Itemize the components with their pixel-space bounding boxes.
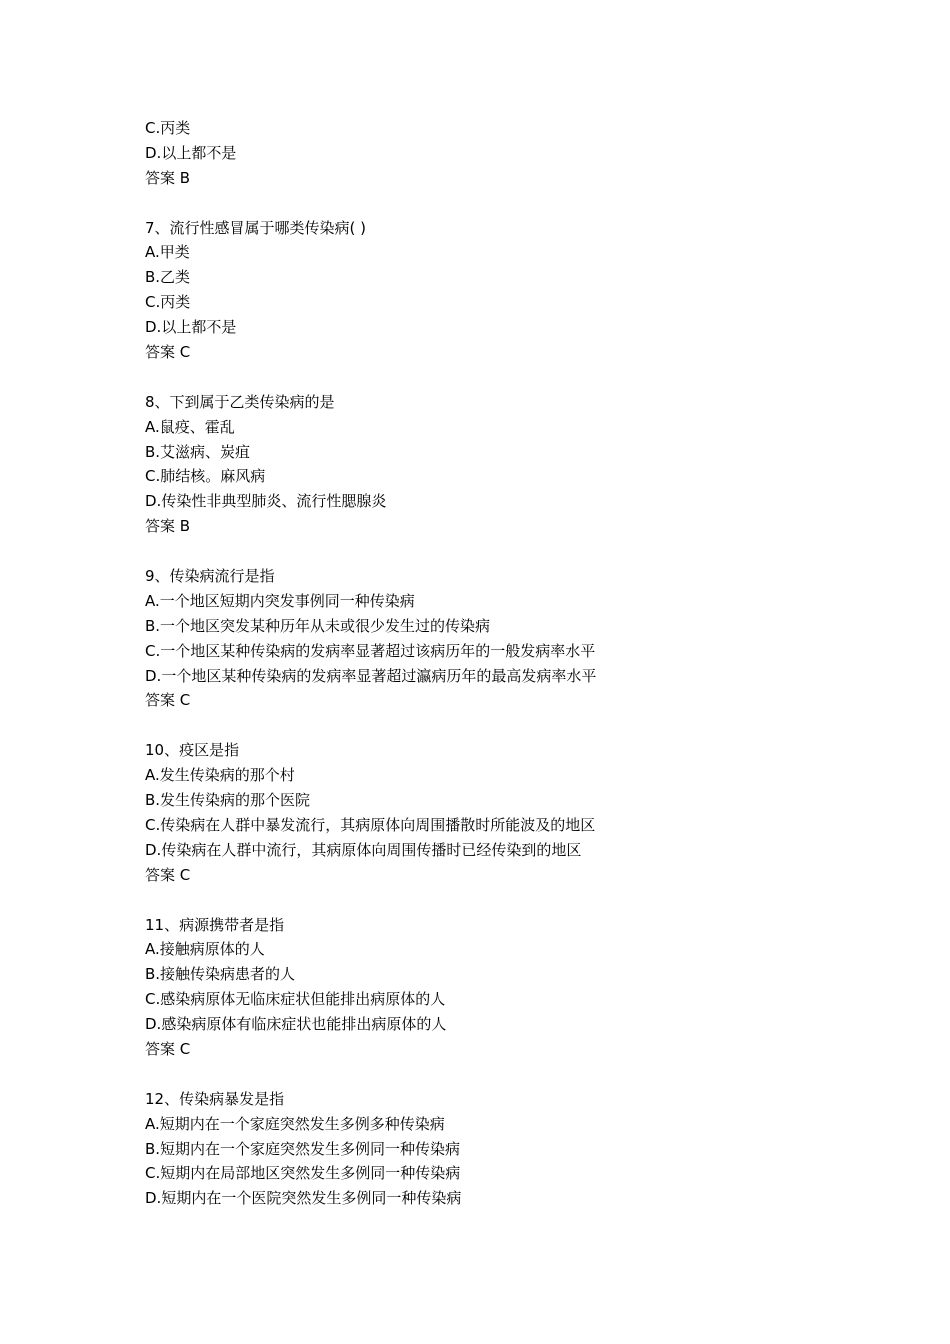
option-a: A.发生传染病的那个村 bbox=[145, 766, 295, 785]
question-7 bbox=[145, 216, 905, 365]
question-stem: 11、病源携带者是指 bbox=[145, 915, 285, 934]
option-a: A.鼠疫、霍乱 bbox=[145, 417, 235, 436]
option-b: B.乙类 bbox=[145, 268, 191, 287]
question-10 bbox=[145, 738, 905, 887]
option-b: B.发生传染病的那个医院 bbox=[145, 791, 311, 810]
option-b: B.短期内在一个家庭突然发生多例同一种传染病 bbox=[145, 1139, 461, 1158]
spacer bbox=[145, 365, 905, 390]
question-6-tail bbox=[145, 116, 905, 191]
option-c: C.感染病原体无临床症状但能排出病原体的人 bbox=[145, 990, 446, 1009]
option-b: B.一个地区突发某种历年从未或很少发生过的传染病 bbox=[145, 616, 491, 635]
question-11 bbox=[145, 913, 905, 1062]
option-c: C.肺结核。麻风病 bbox=[145, 467, 266, 486]
option-b: B.接触传染病患者的人 bbox=[145, 965, 296, 984]
answer-line: 答案 B bbox=[145, 168, 191, 187]
option-a: A.甲类 bbox=[145, 243, 190, 262]
option-c: C.一个地区某种传染病的发病率显著超过该病历年的一般发病率水平 bbox=[145, 641, 596, 660]
option-c: C.传染病在人群中暴发流行，其病原体向周围播散时所能波及的地区 bbox=[145, 815, 596, 834]
option-a: A.一个地区短期内突发事例同一种传染病 bbox=[145, 591, 415, 610]
question-stem: 12、传染病暴发是指 bbox=[145, 1089, 285, 1108]
option-a: A.短期内在一个家庭突然发生多例多种传染病 bbox=[145, 1114, 445, 1133]
option-d: D.感染病原体有临床症状也能排出病原体的人 bbox=[145, 1015, 447, 1034]
question-12 bbox=[145, 1087, 905, 1211]
question-9 bbox=[145, 564, 905, 713]
spacer bbox=[145, 539, 905, 564]
option-d: D.短期内在一个医院突然发生多例同一种传染病 bbox=[145, 1189, 462, 1208]
question-stem: 9、传染病流行是指 bbox=[145, 567, 275, 586]
question-8 bbox=[145, 390, 905, 539]
spacer bbox=[145, 713, 905, 738]
answer-line: 答案 C bbox=[145, 343, 191, 362]
option-c: C.丙类 bbox=[145, 119, 191, 137]
option-c: C.短期内在局部地区突然发生多例同一种传染病 bbox=[145, 1164, 461, 1183]
option-a: A.接触病原体的人 bbox=[145, 940, 265, 959]
option-d: D.传染性非典型肺炎、流行性腮腺炎 bbox=[145, 492, 387, 511]
option-d: D.传染病在人群中流行，其病原体向周围传播时已经传染到的地区 bbox=[145, 840, 582, 859]
answer-line: 答案 C bbox=[145, 865, 191, 884]
option-b: B.艾滋病、炭疽 bbox=[145, 442, 251, 461]
answer-line: 答案 C bbox=[145, 691, 191, 710]
option-d: D.一个地区某种传染病的发病率显著超过瀛病历年的最高发病率水平 bbox=[145, 666, 597, 685]
option-d: D.以上都不是 bbox=[145, 318, 237, 337]
document-page bbox=[145, 116, 905, 1211]
question-stem: 8、下到属于乙类传染病的是 bbox=[145, 392, 335, 411]
spacer bbox=[145, 191, 905, 216]
answer-line: 答案 C bbox=[145, 1039, 191, 1058]
option-c: C.丙类 bbox=[145, 293, 191, 312]
spacer bbox=[145, 888, 905, 913]
answer-line: 答案 B bbox=[145, 517, 191, 536]
spacer bbox=[145, 1062, 905, 1087]
option-d: D.以上都不是 bbox=[145, 143, 237, 162]
question-stem: 7、流行性感冒属于哪类传染病( ) bbox=[145, 218, 367, 237]
question-stem: 10、疫区是指 bbox=[145, 741, 240, 760]
